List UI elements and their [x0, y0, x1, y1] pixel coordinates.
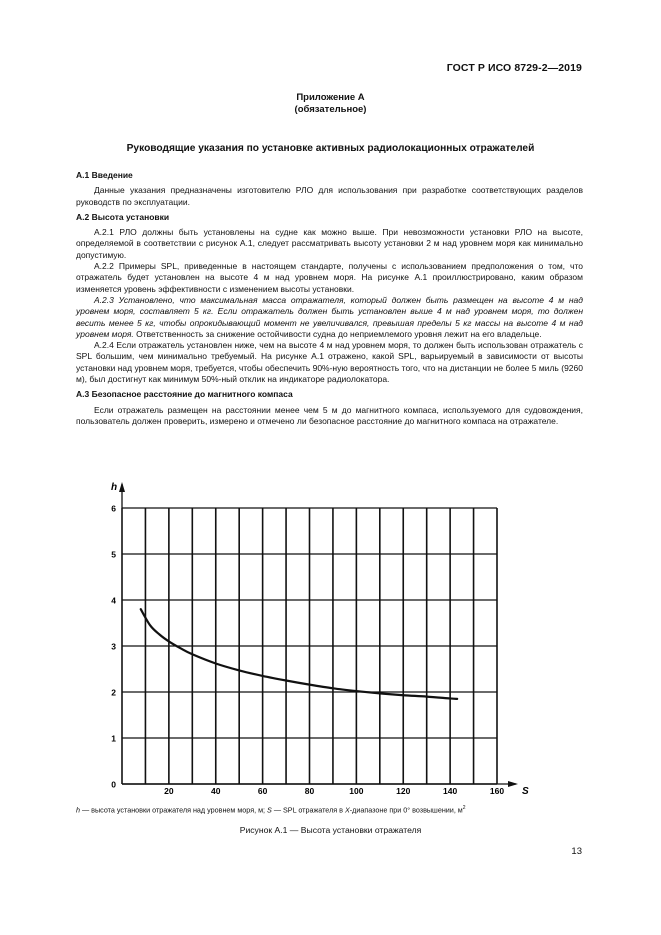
chart-ticks: [111, 504, 504, 797]
y-tick-label: 6: [111, 503, 116, 514]
y-axis-label: h: [111, 482, 118, 493]
y-tick-label: 1: [111, 733, 116, 744]
legend-s-desc2: -диапазоне при 0° возвышении, м: [349, 805, 463, 815]
paragraph-a3: Если отражатель размещен на расстоянии менее чем 5 м до магнитного компаса, используемого для судовождения, пользователь должен проверить, измерено и отмечено ли безопасное расстояние до магнитного компаса на отражателе.: [76, 404, 583, 426]
y-tick-label: 0: [111, 779, 116, 790]
paragraph-a1: Данные указания предназначены изготовителю РЛО для использования при разработке соответствующих разделов руководств по эксплуатации.: [76, 185, 583, 207]
y-tick-label: 3: [111, 641, 116, 652]
section-heading-a2: А.2 Высота установки: [76, 211, 170, 222]
annex-status: (обязательное): [294, 104, 367, 115]
height-chart: [102, 472, 532, 797]
paragraph-a2-3-normal: Ответственность за снижение остойчивости судна до неприемлемого уровня лежит на его владельце.: [133, 328, 542, 339]
document-body: [76, 170, 583, 427]
figure-caption: Рисунок А.1 — Высота установки отражателя: [239, 825, 422, 835]
y-tick-label: 4: [111, 595, 116, 606]
x-tick-label: 20: [164, 786, 174, 796]
y-axis-arrow: [119, 482, 125, 492]
x-tick-label: 40: [211, 786, 221, 796]
legend-x-band: X: [344, 805, 350, 815]
chart-grid: [119, 482, 518, 787]
paragraph-a2-3: [76, 295, 583, 340]
page-number: 13: [571, 846, 582, 857]
chart-series-layer: [141, 609, 457, 699]
standard-header: ГОСТ Р ИСО 8729-2—2019: [446, 62, 582, 74]
x-axis-label: S: [522, 786, 529, 797]
series-line-0: [141, 609, 457, 699]
legend-sup: 2: [462, 805, 466, 811]
x-tick-label: 60: [257, 786, 268, 796]
annex-title: Приложение А: [296, 92, 365, 103]
annex-main-title: Руководящие указания по установке активных радиолокационных отражателей: [126, 143, 535, 154]
y-tick-label: 2: [111, 687, 116, 698]
legend-h: h: [76, 805, 80, 815]
legend-s-desc: — SPL отражателя в: [271, 805, 345, 815]
legend-h-desc: — высота установки отражателя над уровнем моря, м;: [80, 805, 268, 815]
y-tick-label: 5: [111, 549, 116, 560]
x-tick-label: 160: [489, 786, 505, 796]
figure-legend: [76, 805, 583, 814]
x-tick-label: 120: [396, 786, 411, 796]
section-heading-a3: А.3 Безопасное расстояние до магнитного компаса: [76, 389, 293, 400]
section-heading-a1: А.1 Введение: [76, 170, 133, 180]
x-tick-label: 100: [349, 786, 364, 796]
paragraph-a2-2: А.2.2 Примеры SPL, приведенные в настоящем стандарте, получены с использованием предположения о том, что отражатель будет установлен на высоте 4 м над уровнем моря. На рисунке А.1 проиллюстрировано, каким образом изменяется уровень эффективности с изменением высоты установки.: [76, 261, 583, 294]
paragraph-a2-3-italic: А.2.3 Установлено, что максимальная масса отражателя, который должен быть размещен на высоте 4 м над уровнем моря, составляет 5 кг. Если отражатель должен быть установлен выше 4 м над уровнем моря, то должен весить менее 5 кг, чтобы опрокидывающий момент не увеличивался, превышая пределы 5 кг массы на высоте 4 м над уровнем моря.: [76, 294, 583, 339]
x-axis-arrow: [508, 781, 518, 787]
annex-heading: [0, 92, 661, 116]
x-tick-label: 140: [443, 786, 458, 796]
legend-s: S: [267, 805, 272, 815]
paragraph-a2-4: А.2.4 Если отражатель установлен ниже, чем на высоте 4 м над уровнем моря, то должен быть использован отражатель с SPL большим, чем минимально требуемый. На рисунке А.1 отражено, какой SPL, варьируемый в зависимости от высоты установки над уровнем моря, требуется, чтобы обеспечить 90%-ную вероятность того, что на дистанции не более 5 миль (9260 м), был достигнут как минимум 50%-ный отклик на индикаторе радиолокатора.: [76, 340, 583, 385]
paragraph-a2-1: А.2.1 РЛО должны быть установлены на судне как можно выше. При невозможности установки РЛО на высоте, определяемой в соответствии с рисунок А.1, следует рассматривать высоту установки 2 м над уровнем моря как минимально допустимую.: [76, 227, 583, 260]
x-tick-label: 80: [304, 786, 315, 796]
